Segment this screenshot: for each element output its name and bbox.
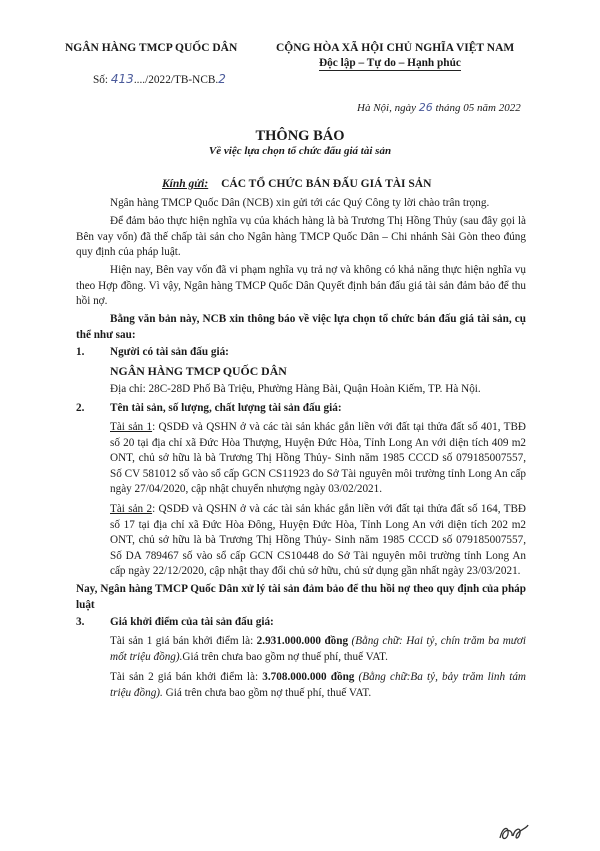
- recipient-label: Kính gửi:: [162, 178, 209, 190]
- price1-words: (Bằng chữ: Hai tỷ, chín trăm ba mươi mốt triệu đồng).: [110, 635, 526, 663]
- doc-no-handwritten2: 2: [218, 72, 226, 86]
- section1-heading: Người có tài sản đấu giá:: [110, 346, 229, 358]
- intro-violation: Hiện nay, Bên vay vốn đã vi phạm nghĩa vụ trả nợ và không có khả năng thực hiện nghĩa vụ theo Hợp đồng. Vì vậy, Ngân hàng TMCP Quốc Dân Quyết định bán đấu giá tài sản đảm bảo để thu hồi nợ.: [76, 264, 526, 307]
- section3-heading: Giá khởi điểm của tài sản đấu giá:: [110, 616, 274, 628]
- asset2-text: : QSDĐ và QSHN ở và các tài sản khác gắn liền với đất tại thửa đất số 164, TBĐ số 17 tại địa chỉ xã Đức Hòa Đông, Huyện Đức Hòa, Tỉnh Long An với diện tích 202 m2 ONT, chủ sở hữu là bà Trương Thị Hồng Thủy- Sinh năm 1985 CCCD số 079185007557, Số DA 789467 số vào sổ cấp GCN CS10448 do Sở Tài nguyên môi trường tỉnh Long An cấp ngày 22/12/2020, cập nhật thay đổi chủ sở hữu, chủ sử dụng gần nhất ngày 23/03/2021.: [110, 503, 526, 577]
- date-prefix: Hà Nội, ngày: [357, 102, 416, 114]
- price1-line: [110, 634, 526, 665]
- asset1-label: Tài sản 1: [110, 421, 153, 433]
- document-number: [93, 72, 226, 86]
- price2-amount: 3.708.000.000 đồng: [262, 671, 355, 683]
- price2-words: (Bằng chữ:Ba tỷ, bảy trăm linh tám triệu đồng).: [110, 671, 526, 699]
- asset2-description: [110, 502, 526, 580]
- date-suffix: tháng 05 năm 2022: [435, 102, 521, 114]
- price1-amount: 2.931.000.000 đồng: [256, 635, 349, 647]
- section1-owner-name: NGÂN HÀNG TMCP QUỐC DÂN: [110, 364, 287, 378]
- doc-no-handwritten: 413: [110, 72, 134, 86]
- initial-signature: [497, 822, 531, 844]
- intro-purpose: Để đảm bảo thực hiện nghĩa vụ của khách hàng là bà Trương Thị Hồng Thủy (sau đây gọi là Bên vay vốn) đã thế chấp tài sản cho Ngân hàng TMCP Quốc Dân – Chi nhánh Sài Gòn theo đúng quy định của pháp luật.: [76, 215, 526, 258]
- asset2-label: Tài sản 2: [110, 503, 153, 515]
- price2-pre: Tài sản 2 giá bán khởi điểm là:: [110, 671, 263, 683]
- price1-pre: Tài sản 1 giá bán khởi điểm là:: [110, 635, 257, 647]
- intro-greeting: Ngân hàng TMCP Quốc Dân (NCB) xin gửi tới các Quý Công ty lời chào trân trọng.: [110, 197, 490, 209]
- price2-post: Giá trên chưa bao gồm nợ thuế phí, thuế VAT.: [162, 686, 372, 699]
- recipient-line: [162, 178, 431, 190]
- section3-number: 3.: [76, 616, 85, 628]
- date-day-handwritten: 26: [418, 101, 433, 114]
- asset1-text: : QSDĐ và QSHN ở và các tài sản khác gắn liền với đất tại thửa đất số 401, TBĐ số 20 tại địa chỉ xã Đức Hòa Thượng, Huyện Đức Hòa, Tỉnh Long An với diện tích 409 m2 ONT, chủ sở hữu là bà Trương Thị Hồng Thủy- Sinh năm 1985 CCCD số 079185007557, Số CV 581012 số vào sổ cấp GCN CS11923 do Sở Tài nguyên môi trường tỉnh Long An cấp ngày 27/04/2020, cập nhật chuyển nhượng ngày 03/02/2021.: [110, 421, 526, 495]
- republic-heading: CỘNG HÒA XÃ HỘI CHỦ NGHĨA VIỆT NAM: [276, 42, 515, 54]
- section2-number: 2.: [76, 402, 85, 414]
- disposal-statement: Nay, Ngân hàng TMCP Quốc Dân xử lý tài sản đảm bảo để thu hồi nợ theo quy định của pháp luật: [76, 583, 526, 611]
- section2-heading: Tên tài sản, số lượng, chất lượng tài sản đấu giá:: [110, 402, 342, 414]
- price1-post: Giá trên chưa bao gồm nợ thuế phí, thuế VAT.: [182, 650, 388, 663]
- intro-announcement: Bằng văn bản này, NCB xin thông báo về việc lựa chọn tổ chức bán đấu giá tài sản, cụ thể như sau:: [76, 313, 526, 341]
- date-line: [357, 101, 521, 114]
- doc-no-prefix: Số:: [93, 74, 109, 86]
- motto: Độc lập – Tự do – Hạnh phúc: [319, 57, 461, 69]
- document-subtitle: Về việc lựa chọn tổ chức đấu giá tài sản: [208, 145, 392, 157]
- issuer-name: NGÂN HÀNG TMCP QUỐC DÂN: [65, 42, 238, 54]
- doc-no-suffix: ..../2022/TB-NCB.: [133, 74, 219, 86]
- section1-address: Địa chỉ: 28C-28D Phố Bà Triệu, Phường Hàng Bài, Quận Hoàn Kiếm, TP. Hà Nội.: [110, 383, 481, 395]
- price2-line: [110, 670, 526, 701]
- recipient-value: CÁC TỔ CHỨC BÁN ĐẤU GIÁ TÀI SẢN: [221, 178, 432, 190]
- asset1-description: [110, 420, 526, 498]
- document-title: THÔNG BÁO: [255, 128, 345, 144]
- section1-number: 1.: [76, 346, 85, 358]
